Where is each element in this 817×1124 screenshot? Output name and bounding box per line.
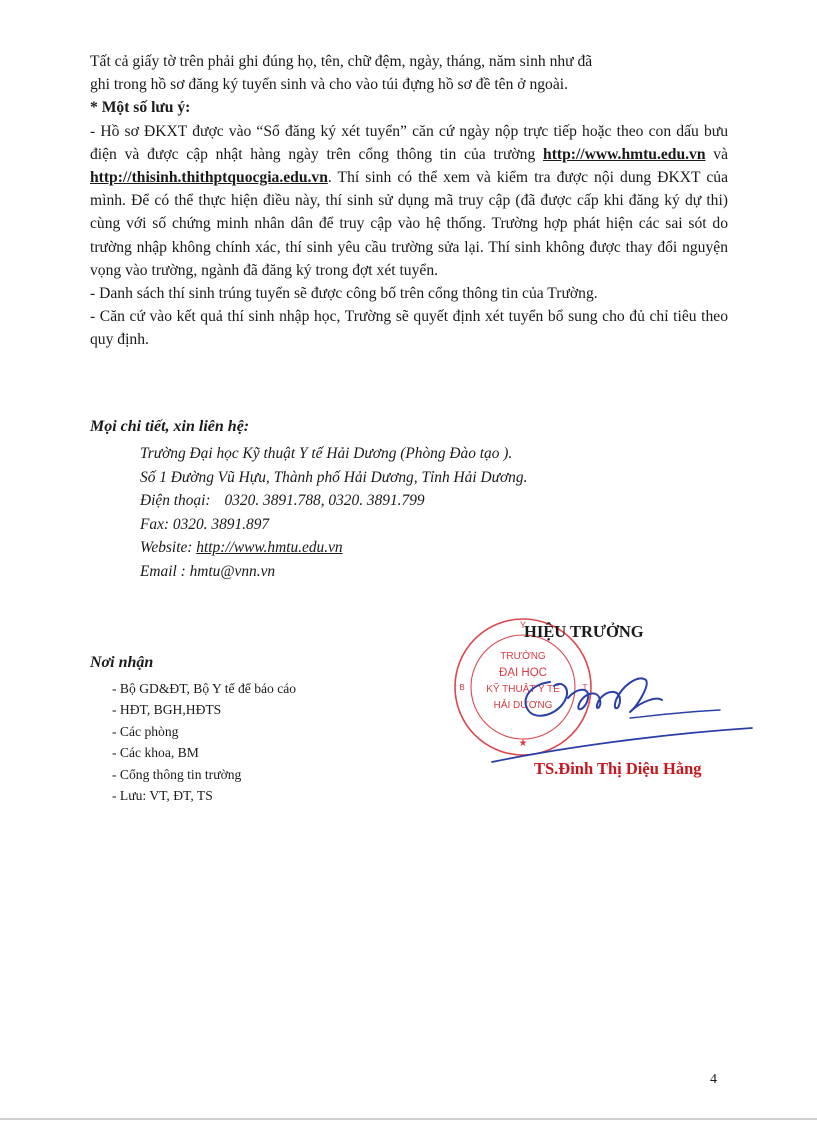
stamp-ring-right: T <box>582 683 588 692</box>
stamp-star: ★ <box>518 738 528 749</box>
intro-line-2: ghi trong hồ sơ đăng ký tuyển sinh và cho vào túi đựng hồ sơ đề tên ở ngoài. <box>90 76 568 94</box>
stamp-line-1: TRƯỜNG <box>500 651 546 662</box>
recipient-item: - Các khoa, BM <box>112 745 199 761</box>
contact-website-link[interactable]: http://www.hmtu.edu.vn <box>196 539 343 557</box>
note-item-3: - Căn cứ vào kết quả thí sinh nhập học, Trường sẽ quyết định xét tuyển bổ sung cho đủ chỉ tiêu theo quy định. <box>90 308 728 349</box>
recipient-item: - Cổng thông tin trường <box>112 766 242 782</box>
stamp-line-2: ĐẠI HỌC <box>499 667 547 679</box>
stamp-ring-top: Y <box>519 620 527 630</box>
recipients-heading: Nơi nhận <box>90 654 154 671</box>
contact-website-label: Website: <box>140 539 197 557</box>
recipient-item: - HĐT, BGH,HĐTS <box>112 702 222 718</box>
recipient-item: - Bộ GD&ĐT, Bộ Y tế để báo cáo <box>112 681 297 696</box>
candidate-portal-link[interactable]: http://thisinh.thithptquocgia.edu.vn <box>90 169 328 187</box>
signer-title: HIỆU TRƯỞNG <box>524 622 644 641</box>
stamp-line-4: HẢI DƯƠNG <box>493 700 553 711</box>
contact-address: Số 1 Đường Vũ Hựu, Thành phố Hải Dương, Tỉnh Hải Dương. <box>140 468 528 486</box>
notes-heading: * Một số lưu ý: <box>90 99 191 117</box>
school-website-link[interactable]: http://www.hmtu.edu.vn <box>543 145 706 163</box>
contact-email: Email : hmtu@vnn.vn <box>140 562 276 580</box>
note-item-1-and: và <box>705 145 728 163</box>
scan-edge-line <box>0 1118 817 1120</box>
signer-name: TS.Đinh Thị Diệu Hằng <box>534 759 702 778</box>
note-item-2: - Danh sách thí sinh trúng tuyển sẽ được công bố trên cổng thông tin của Trường. <box>90 285 598 303</box>
contact-school: Trường Đại học Kỹ thuật Y tế Hải Dương (Phòng Đào tạo ). <box>140 445 513 462</box>
recipient-item: - Các phòng <box>112 723 179 739</box>
note-item-1-text-b: . Thí sinh có thể xem và kiểm tra được nội dung ĐKXT của mình. Để có thể thực hiện điều này, thí sinh sử dụng mã truy cập (đã được cấp khi đăng ký dự thi) cùng với số chứng minh nhân dân để truy cập vào hệ thống. Trường hợp phát hiện các sai sót do trường nhập không chính xác, thí sinh yêu cầu trường sửa lại. Thí sinh không được thay đổi nguyện vọng vào trường, ngành đã đăng ký trong đợt xét tuyển. <box>90 169 728 279</box>
contact-fax: Fax: 0320. 3891.897 <box>140 515 270 533</box>
note-item-1-text-a: - Hồ sơ ĐKXT được vào “Sổ đăng ký xét tuyển” căn cứ ngày nộp trực tiếp hoặc theo con dấu bưu điện và được cập nhật hàng ngày trên cổng thông tin của trường <box>90 122 728 163</box>
page-number: 4 <box>710 1072 717 1087</box>
stamp-line-3: KỸ THUẬT Y TẾ <box>486 684 560 695</box>
recipient-item: - Lưu: VT, ĐT, TS <box>112 788 213 804</box>
intro-line-1: Tất cả giấy tờ trên phải ghi đúng họ, tên, chữ đệm, ngày, tháng, năm sinh như đã <box>90 53 593 70</box>
stamp-ring-left: B <box>459 683 465 692</box>
contact-heading: Mọi chi tiết, xin liên hệ: <box>90 418 250 435</box>
main-body <box>90 50 728 352</box>
handwritten-signature <box>480 640 760 780</box>
contact-phone-line <box>140 489 527 513</box>
recipients-list <box>112 678 296 806</box>
contact-phone: 0320. 3891.788, 0320. 3891.799 <box>224 492 425 510</box>
contact-website-line <box>140 536 527 560</box>
contact-block <box>140 442 527 584</box>
note-item-1 <box>90 120 728 282</box>
contact-phone-label: Điện thoại: <box>140 492 211 510</box>
